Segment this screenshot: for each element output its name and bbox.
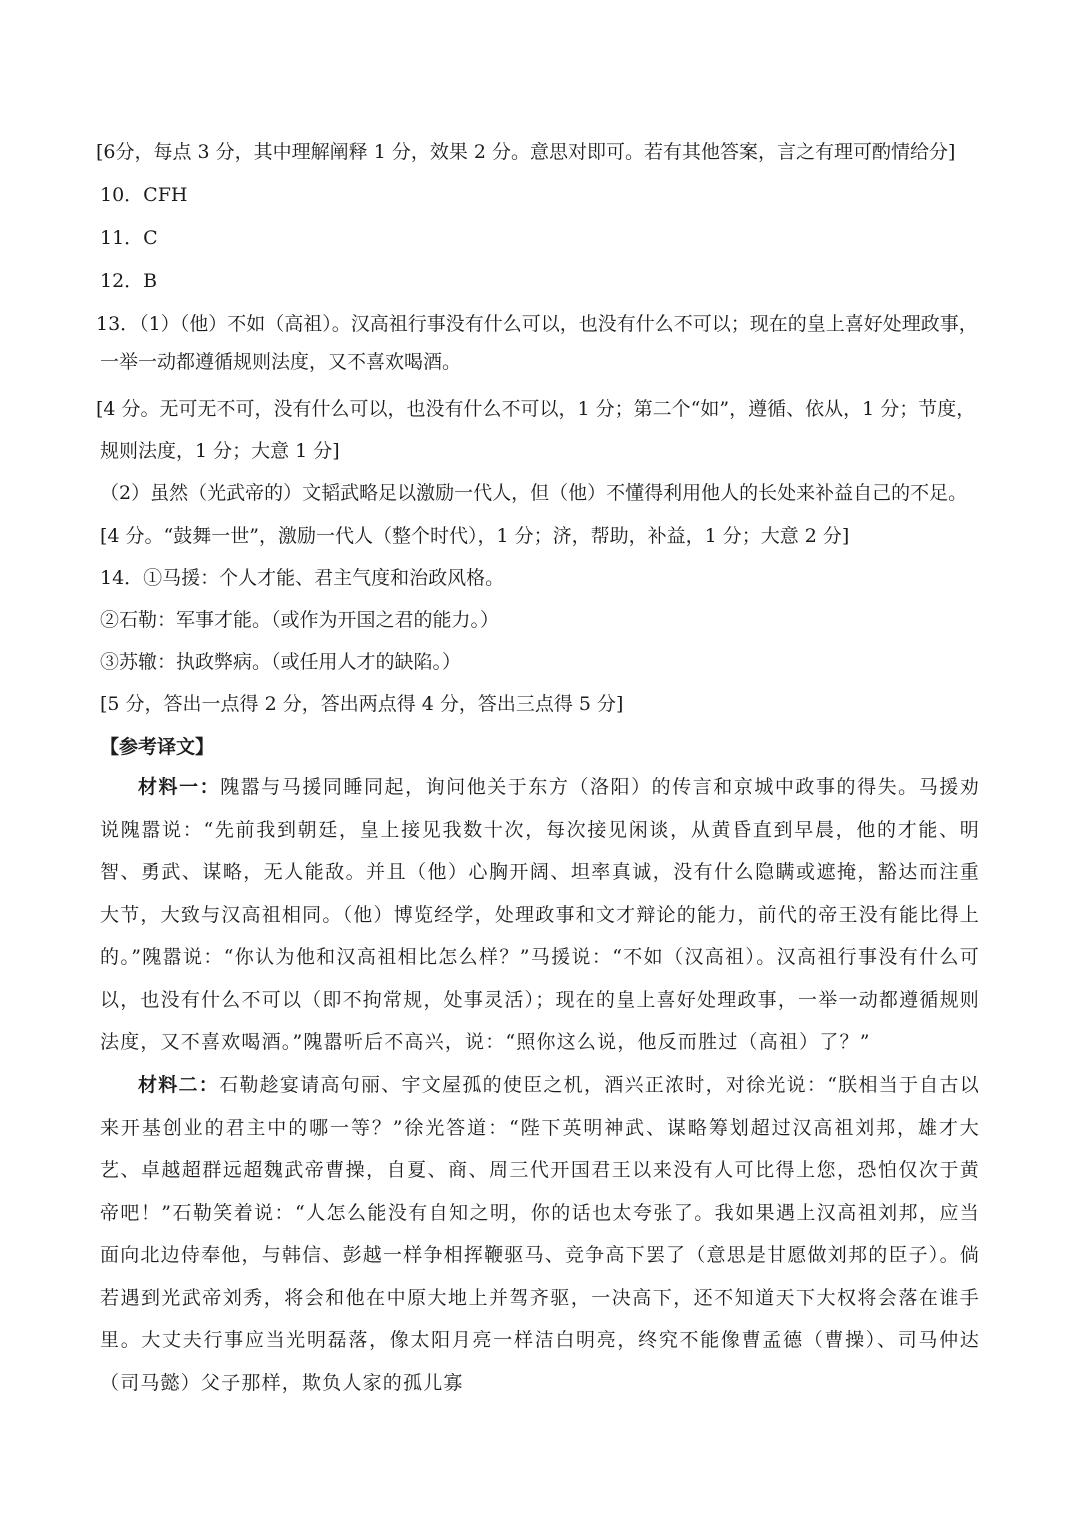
answer-13-1-note-line2: 规则法度，1 分；大意 1 分] bbox=[100, 440, 340, 462]
answer-13-1-line1: 13．（1）（他）不如（高祖）。汉高祖行事没有什么可以，也没有什么不可以；现在的皇上喜好处理政事， bbox=[96, 313, 978, 335]
material-2-text: 石勒趁宴请高句丽、宇文屋孤的使臣之机，酒兴正浓时，对徐光说：“朕相当于自古以来开基创业的君主中的哪一等？”徐光答道：“陛下英明神武、谋略筹划超过汉高祖刘邦，雄才大艺、卓越超群远超魏武帝曹操，自夏、商、周三代开国君王以来没有人可比得上您，恐怕仅次于黄帝吧！”石勒笑着说：“人怎么能没有自知之明，你的话也太夸张了。我如果遇上汉高祖刘邦，应当面向北边侍奉他，与韩信、彭越一样争相挥鞭驱马、竞争高下罢了（意思是甘愿做刘邦的臣子）。倘若遇到光武帝刘秀，将会和他在中原大地上并驾齐驱，一决高下，还不知道天下大权将会落在谁手里。大丈夫行事应当光明磊落，像太阳月亮一样洁白明亮，终究不能像曹孟德（曹操）、司马仲达（司马懿）父子那样，欺负人家的孤儿寡 bbox=[100, 1074, 980, 1394]
translation-heading: 【参考译文】 bbox=[100, 736, 215, 758]
answer-13-2: （2）虽然（光武帝的）文韬武略足以激励一代人，但（他）不懂得利用他人的长处来补益自己的不足。 bbox=[100, 482, 968, 504]
answer-14-note: [5 分，答出一点得 2 分，答出两点得 4 分，答出三点得 5 分] bbox=[100, 693, 624, 715]
material-1-label: 材料一： bbox=[138, 776, 221, 798]
answer-14-2: ②石勒：军事才能。（或作为开国之君的能力。） bbox=[100, 609, 500, 631]
answer-11: 11．C bbox=[100, 227, 158, 249]
material-2-paragraph bbox=[100, 1064, 980, 1404]
answer-13-2-note: [4 分。“鼓舞一世”，激励一代人（整个时代），1 分；济，帮助，补益，1 分；大意 2 分] bbox=[100, 525, 850, 547]
answer-14-3: ③苏辙：执政弊病。（或任用人才的缺陷。） bbox=[100, 651, 462, 673]
answer-10: 10．CFH bbox=[100, 184, 188, 206]
answer-13-1-note-line1: [4 分。无可无不可，没有什么可以，也没有什么不可以，1 分；第二个“如”，遵循、依从，1 分；节度， bbox=[96, 398, 976, 420]
q9-scoring-note: [6分，每点 3 分，其中理解阐释 1 分，效果 2 分。意思对即可。若有其他答案，言之有理可酌情给分] bbox=[96, 141, 956, 163]
material-1-text: 隗嚣与马援同睡同起，询问他关于东方（洛阳）的传言和京城中政事的得失。马援劝说隗嚣说：“先前我到朝廷，皇上接见我数十次，每次接见闲谈，从黄昏直到早晨，他的才能、明智、勇武、谋略，无人能敌。并且（他）心胸开阔、坦率真诚，没有什么隐瞒或遮掩，豁达而注重大节，大致与汉高祖相同。（他）博览经学，处理政事和文才辩论的能力，前代的帝王没有能比得上的。”隗嚣说：“你认为他和汉高祖相比怎么样？”马援说：“不如（汉高祖）。汉高祖行事没有什么可以，也没有什么不可以（即不拘常规，处事灵活）；现在的皇上喜好处理政事，一举一动都遵循规则法度，又不喜欢喝酒。”隗嚣听后不高兴，说：“照你这么说，他反而胜过（高祖）了？” bbox=[100, 776, 980, 1053]
answer-13-1-line2: 一举一动都遵循规则法度，又不喜欢喝酒。 bbox=[100, 351, 462, 373]
answer-14-1: 14．①马援：个人才能、君主气度和治政风格。 bbox=[100, 567, 505, 589]
material-1-paragraph bbox=[100, 766, 980, 1064]
answer-12: 12．B bbox=[100, 270, 158, 292]
material-2-label: 材料二： bbox=[138, 1074, 220, 1096]
